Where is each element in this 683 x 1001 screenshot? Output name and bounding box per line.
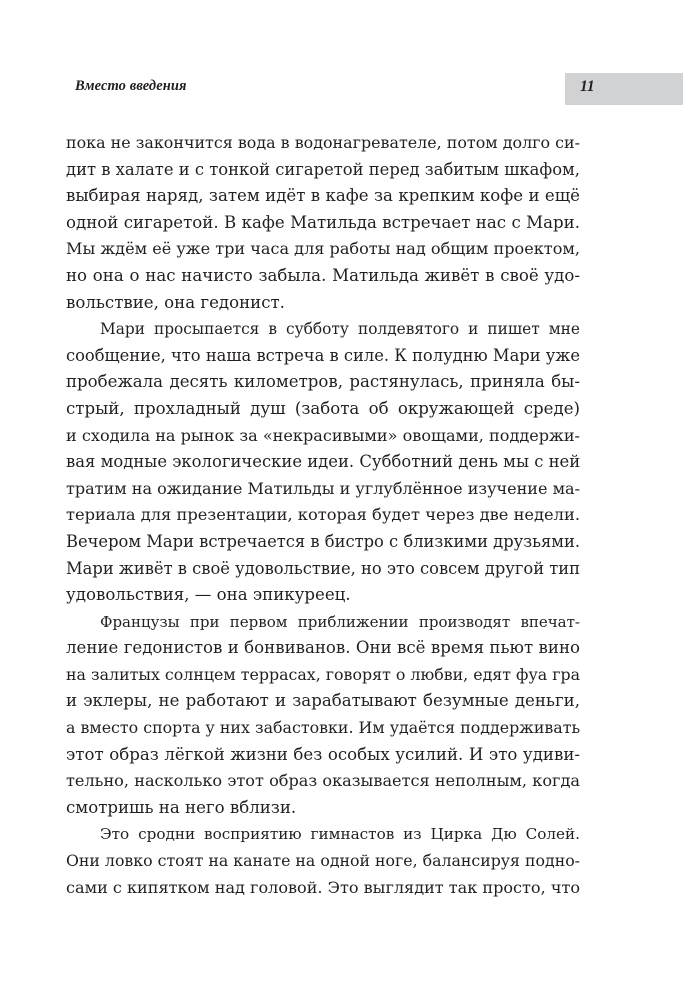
paragraph <box>66 821 580 901</box>
page-number: 11 <box>580 78 595 95</box>
text-line: но она о нас начисто забыла. Матильда живёт в своё удо- <box>66 265 580 285</box>
text-line: дит в халате и с тонкой сигаретой перед забитым шкафом, <box>66 159 580 179</box>
text-line: вая модные экологические идеи. Субботний день мы с ней <box>66 452 581 472</box>
text-line: Вечером Мари встречается в бистро с близкими друзьями. <box>66 531 581 551</box>
text-line: удовольствия, — она эпикуреец. <box>66 585 351 605</box>
text-line: Французы при первом приближении производят впечат- <box>100 612 580 631</box>
text-line: и сходила на рынок за «некрасивыми» овощами, поддержи- <box>66 425 580 445</box>
text-line: териала для презентации, которая будет через две недели. <box>66 505 580 525</box>
text-line: тельно, насколько этот образ оказывается неполным, когда <box>66 771 580 791</box>
text-line: смотришь на него вблизи. <box>66 797 297 817</box>
page-number-tab <box>565 73 683 105</box>
paragraph <box>66 609 580 822</box>
text-line: тратим на ожидание Матильды и углублённое изучение ма- <box>66 478 580 498</box>
text-line: ление гедонистов и бонвиванов. Они всё время пьют вино <box>66 638 580 658</box>
text-line: пока не закончится вода в водонагревателе, потом долго си- <box>66 133 580 152</box>
text-line: выбирая наряд, затем идёт в кафе за крепким кофе и ещё <box>66 186 580 206</box>
text-line: Мари живёт в своё удовольствие, но это совсем другой тип <box>66 558 580 578</box>
text-line: Мари просыпается в субботу полдевятого и пишет мне <box>100 320 580 339</box>
text-line: одной сигаретой. В кафе Матильда встречает нас с Мари. <box>66 212 580 232</box>
text-line: сами с кипятком над головой. Это выглядит так просто, что <box>66 877 580 897</box>
text-line: на залитых солнцем террасах, говорят о любви, едят фуа гра <box>66 664 581 684</box>
text-line: сообщение, что наша встреча в силе. К полудню Мари уже <box>66 345 580 365</box>
text-line: вольствие, она гедонист. <box>66 292 285 312</box>
text-line: стрый, прохладный душ (забота об окружающей среде) <box>66 398 580 418</box>
text-line: Это сродни восприятию гимнастов из Цирка Дю Солей. <box>100 825 580 844</box>
running-header <box>0 73 683 105</box>
text-line: Они ловко стоят на канате на одной ноге, балансируя подно- <box>66 851 580 871</box>
text-line: пробежала десять километров, растянулась, приняла бы- <box>66 372 580 392</box>
paragraph <box>66 316 580 609</box>
section-title: Вместо введения <box>75 78 187 94</box>
text-line: Мы ждём её уже три часа для работы над общим проектом, <box>66 239 580 259</box>
text-line: а вместо спорта у них забастовки. Им удаётся поддерживать <box>66 718 581 738</box>
body-text <box>66 130 580 901</box>
paragraph <box>66 130 580 316</box>
text-line: и эклеры, не работают и зарабатывают безумные деньги, <box>66 691 580 711</box>
text-line: этот образ лёгкой жизни без особых усилий. И это удиви- <box>66 744 580 764</box>
